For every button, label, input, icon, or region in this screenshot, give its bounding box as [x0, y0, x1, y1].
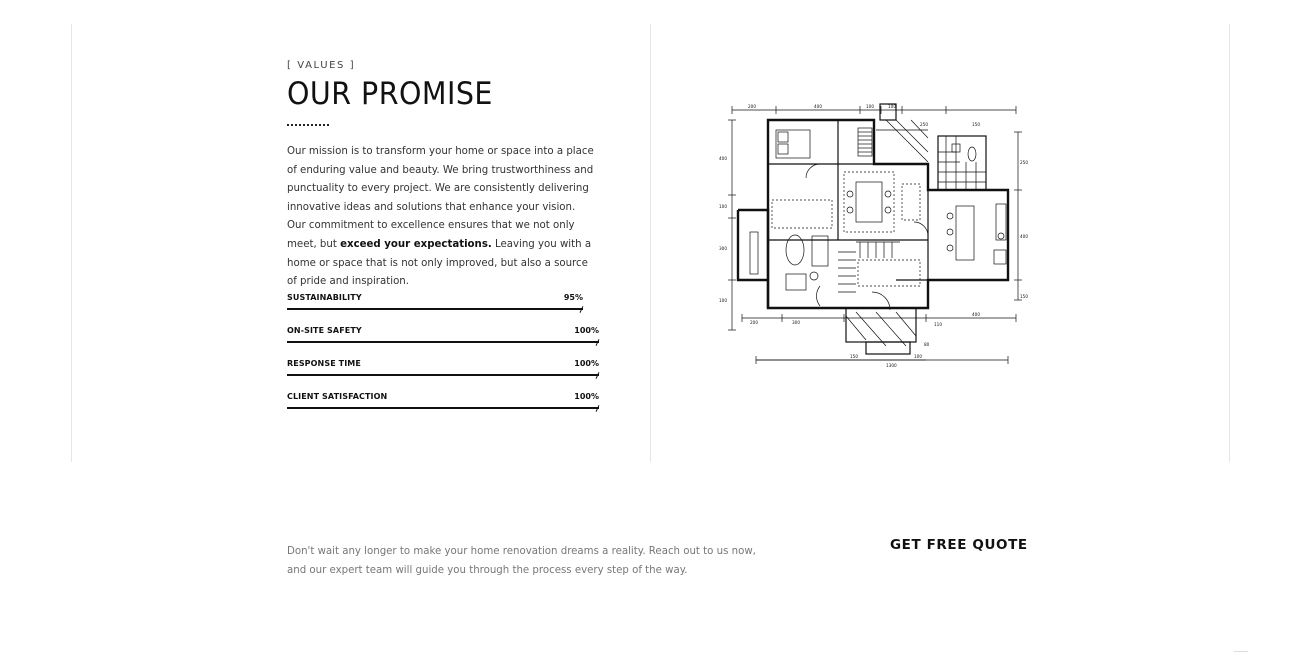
skill-bar	[287, 326, 599, 348]
dim-top-2: 400	[814, 104, 822, 109]
dim-bottom-6: 150	[850, 354, 858, 359]
right-border	[1229, 24, 1230, 462]
corner-mark	[1234, 651, 1248, 652]
dim-bottom-7: 100	[914, 354, 922, 359]
dim-top-1: 200	[748, 104, 756, 109]
dim-top-3: 100	[866, 104, 874, 109]
dim-left-3: 300	[719, 246, 727, 251]
skill-percent: 100%	[574, 326, 599, 335]
dim-top-6: 150	[972, 122, 980, 127]
mission-text-bold: exceed your expectations.	[340, 238, 492, 250]
skill-percent: 100%	[574, 392, 599, 401]
skill-name: CLIENT SATISFACTION	[287, 392, 388, 401]
dim-bottom-2: 300	[792, 320, 800, 325]
skill-bar-fill	[287, 308, 583, 310]
section-label: [ VALUES ]	[287, 60, 356, 71]
dim-right-1: 250	[1020, 160, 1028, 165]
dim-right-3: 150	[1020, 294, 1028, 299]
center-divider	[650, 24, 651, 462]
skill-name: ON-SITE SAFETY	[287, 326, 362, 335]
dim-bottom-5: 80	[924, 342, 930, 347]
cta-text: Don't wait any longer to make your home renovation dreams a reality. Reach out to us now, and our expert team will guide you through the process every step of the way.	[287, 546, 756, 576]
dim-bottom-4: 110	[934, 322, 942, 327]
skill-bar-fill	[287, 374, 599, 376]
skill-bar-fill	[287, 341, 599, 343]
mission-text	[287, 143, 597, 292]
skill-bar-fill	[287, 407, 599, 409]
skill-bar	[287, 392, 599, 414]
floor-plan-icon	[716, 100, 1034, 370]
section-title: OUR PROMISE	[287, 76, 493, 112]
dim-left-4: 100	[719, 298, 727, 303]
skill-percent: 95%	[563, 293, 583, 302]
dim-top-4: 100	[888, 104, 896, 109]
skill-bar	[287, 359, 599, 381]
title-underline-dots	[287, 118, 329, 126]
skill-name: RESPONSE TIME	[287, 359, 361, 368]
skill-name: SUSTAINABILITY	[287, 293, 362, 302]
mission-text-part2: Leaving you with a home or space that is not only improved, but also a source of pride and inspiration.	[287, 238, 592, 288]
dim-bottom-3: 400	[972, 312, 980, 317]
dim-right-2: 400	[1020, 234, 1028, 239]
skill-bar	[287, 293, 599, 315]
dim-left-1: 400	[719, 156, 727, 161]
skill-percent: 100%	[574, 359, 599, 368]
dim-bottom-1: 200	[750, 320, 758, 325]
dim-top-5: 250	[920, 122, 928, 127]
left-border	[71, 24, 72, 462]
dim-left-2: 100	[719, 204, 727, 209]
mission-text-part1: Our mission is to transform your home or space into a place of enduring value and beauty. We bring trustworthiness and punctuality to every project. We are consistently delivering innovative ideas and solutions that enhance your vision. Our commitment to excellence ensures that we not only meet, but	[287, 146, 594, 250]
get-free-quote-button[interactable]: GET FREE QUOTE	[886, 533, 1032, 557]
dim-bottom-total: 1300	[886, 363, 897, 368]
